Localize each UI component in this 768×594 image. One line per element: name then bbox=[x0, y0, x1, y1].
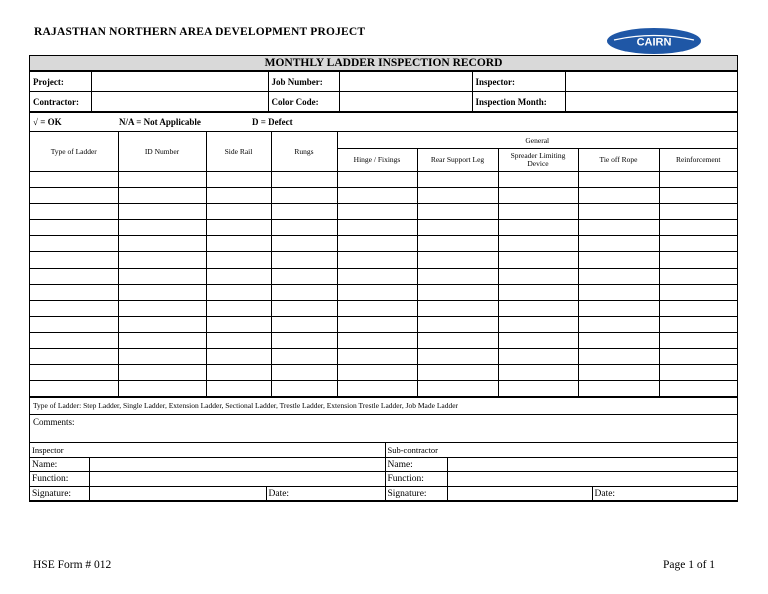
table-row bbox=[30, 316, 737, 332]
table-cell[interactable] bbox=[659, 316, 737, 332]
table-row bbox=[30, 284, 737, 300]
inspector-function-label: Function: bbox=[30, 472, 89, 487]
legend-ok: √ = OK bbox=[33, 117, 62, 127]
table-cell[interactable] bbox=[337, 236, 417, 252]
logo-text: CAIRN bbox=[636, 36, 672, 49]
table-cell[interactable] bbox=[30, 381, 118, 397]
table-cell[interactable] bbox=[498, 284, 578, 300]
legend-defect: D = Defect bbox=[252, 117, 293, 127]
table-cell[interactable] bbox=[271, 332, 337, 348]
col-hinge-fixings: Hinge / Fixings bbox=[337, 149, 417, 172]
job-number-field[interactable] bbox=[339, 72, 472, 92]
table-cell[interactable] bbox=[578, 300, 659, 316]
table-cell[interactable] bbox=[118, 188, 206, 204]
table-cell[interactable] bbox=[271, 381, 337, 397]
table-cell[interactable] bbox=[498, 316, 578, 332]
table-cell[interactable] bbox=[118, 381, 206, 397]
comments-box[interactable] bbox=[30, 414, 737, 442]
col-spreader-limiting-device: Spreader Limiting Device bbox=[498, 149, 578, 172]
table-cell[interactable] bbox=[118, 365, 206, 381]
subcontractor-signature-label: Signature: bbox=[385, 486, 447, 501]
col-id-number: ID Number bbox=[118, 132, 206, 172]
inspector-date-label: Date: bbox=[268, 488, 290, 499]
table-cell[interactable] bbox=[118, 220, 206, 236]
page-number: Page 1 of 1 bbox=[663, 559, 716, 571]
table-row bbox=[30, 236, 737, 252]
table-cell[interactable] bbox=[118, 349, 206, 365]
col-rungs: Rungs bbox=[271, 132, 337, 172]
table-cell[interactable] bbox=[337, 349, 417, 365]
table-cell[interactable] bbox=[498, 349, 578, 365]
table-cell[interactable] bbox=[337, 316, 417, 332]
color-code-label: Color Code: bbox=[268, 92, 339, 112]
table-cell[interactable] bbox=[271, 300, 337, 316]
table-cell[interactable] bbox=[659, 349, 737, 365]
table-cell[interactable] bbox=[578, 252, 659, 268]
table-cell[interactable] bbox=[659, 300, 737, 316]
table-cell[interactable] bbox=[30, 349, 118, 365]
inspector-heading: Inspector bbox=[30, 443, 385, 458]
table-cell[interactable] bbox=[118, 268, 206, 284]
legend bbox=[30, 112, 737, 131]
inspector-label: Inspector: bbox=[472, 72, 565, 92]
table-cell[interactable] bbox=[498, 332, 578, 348]
legend-na: N/A = Not Applicable bbox=[119, 117, 201, 127]
table-cell[interactable] bbox=[271, 204, 337, 220]
table-cell[interactable] bbox=[578, 332, 659, 348]
table-cell[interactable] bbox=[30, 300, 118, 316]
table-cell[interactable] bbox=[30, 252, 118, 268]
table-cell[interactable] bbox=[206, 300, 271, 316]
table-cell[interactable] bbox=[578, 284, 659, 300]
table-row bbox=[30, 204, 737, 220]
table-cell[interactable] bbox=[417, 252, 498, 268]
table-cell[interactable] bbox=[271, 172, 337, 188]
table-cell[interactable] bbox=[659, 332, 737, 348]
table-row bbox=[30, 300, 737, 316]
table-cell[interactable] bbox=[578, 220, 659, 236]
subcontractor-date-field[interactable] bbox=[592, 486, 737, 501]
table-cell[interactable] bbox=[498, 365, 578, 381]
table-cell[interactable] bbox=[498, 220, 578, 236]
table-cell[interactable] bbox=[659, 220, 737, 236]
table-cell[interactable] bbox=[498, 252, 578, 268]
table-cell[interactable] bbox=[337, 300, 417, 316]
job-number-label: Job Number: bbox=[268, 72, 339, 92]
col-rear-support-leg: Rear Support Leg bbox=[417, 149, 498, 172]
table-cell[interactable] bbox=[417, 381, 498, 397]
inspector-date-field[interactable] bbox=[266, 486, 385, 501]
table-cell[interactable] bbox=[659, 188, 737, 204]
table-cell[interactable] bbox=[271, 220, 337, 236]
table-cell[interactable] bbox=[498, 381, 578, 397]
table-cell[interactable] bbox=[118, 300, 206, 316]
table-cell[interactable] bbox=[417, 349, 498, 365]
table-cell[interactable] bbox=[206, 332, 271, 348]
table-cell[interactable] bbox=[498, 188, 578, 204]
table-cell[interactable] bbox=[337, 381, 417, 397]
table-cell[interactable] bbox=[337, 172, 417, 188]
table-cell[interactable] bbox=[30, 268, 118, 284]
table-cell[interactable] bbox=[206, 365, 271, 381]
project-label: Project: bbox=[30, 72, 91, 92]
table-cell[interactable] bbox=[118, 252, 206, 268]
col-side-rail: Side Rail bbox=[206, 132, 271, 172]
table-cell[interactable] bbox=[417, 284, 498, 300]
table-cell[interactable] bbox=[271, 268, 337, 284]
table-cell[interactable] bbox=[659, 172, 737, 188]
table-cell[interactable] bbox=[337, 284, 417, 300]
table-cell[interactable] bbox=[659, 252, 737, 268]
subcontractor-name-label: Name: bbox=[385, 457, 447, 472]
table-cell[interactable] bbox=[30, 236, 118, 252]
table-cell[interactable] bbox=[417, 332, 498, 348]
table-cell[interactable] bbox=[206, 268, 271, 284]
table-cell[interactable] bbox=[578, 204, 659, 220]
table-cell[interactable] bbox=[206, 220, 271, 236]
table-cell[interactable] bbox=[30, 365, 118, 381]
project-title: RAJASTHAN NORTHERN AREA DEVELOPMENT PROJECT bbox=[34, 26, 366, 38]
table-row bbox=[30, 172, 737, 188]
table-cell[interactable] bbox=[498, 172, 578, 188]
subcontractor-signature-field[interactable] bbox=[447, 486, 592, 501]
group-general: General bbox=[337, 132, 737, 149]
table-cell[interactable] bbox=[659, 268, 737, 284]
table-cell[interactable] bbox=[417, 204, 498, 220]
table-cell[interactable] bbox=[118, 332, 206, 348]
col-tie-off-rope: Tie off Rope bbox=[578, 149, 659, 172]
table-cell[interactable] bbox=[417, 268, 498, 284]
table-cell[interactable] bbox=[417, 236, 498, 252]
table-cell[interactable] bbox=[578, 236, 659, 252]
table-cell[interactable] bbox=[578, 365, 659, 381]
table-cell[interactable] bbox=[271, 236, 337, 252]
table-cell[interactable] bbox=[337, 365, 417, 381]
inspection-month-label: Inspection Month: bbox=[472, 92, 565, 112]
inspection-grid bbox=[30, 131, 737, 397]
table-cell[interactable] bbox=[118, 204, 206, 220]
table-cell[interactable] bbox=[271, 188, 337, 204]
table-cell[interactable] bbox=[271, 316, 337, 332]
inspector-name-field[interactable] bbox=[89, 457, 385, 472]
table-cell[interactable] bbox=[578, 381, 659, 397]
table-cell[interactable] bbox=[337, 252, 417, 268]
comments-label: Comments: bbox=[33, 417, 75, 428]
table-cell[interactable] bbox=[30, 204, 118, 220]
table-cell[interactable] bbox=[578, 349, 659, 365]
table-row bbox=[30, 252, 737, 268]
project-field[interactable] bbox=[91, 72, 268, 92]
subcontractor-function-label: Function: bbox=[385, 472, 447, 487]
table-cell[interactable] bbox=[337, 268, 417, 284]
subcontractor-name-field[interactable] bbox=[447, 457, 737, 472]
subcontractor-heading: Sub-contractor bbox=[385, 443, 737, 458]
table-row bbox=[30, 381, 737, 397]
table-row bbox=[30, 220, 737, 236]
inspector-function-field[interactable] bbox=[89, 472, 385, 487]
table-cell[interactable] bbox=[659, 381, 737, 397]
info-table bbox=[30, 71, 737, 112]
table-cell[interactable] bbox=[337, 220, 417, 236]
inspector-name-label: Name: bbox=[30, 457, 89, 472]
subcontractor-function-field[interactable] bbox=[447, 472, 737, 487]
table-cell[interactable] bbox=[659, 284, 737, 300]
table-cell[interactable] bbox=[498, 236, 578, 252]
table-cell[interactable] bbox=[271, 252, 337, 268]
table-cell[interactable] bbox=[498, 300, 578, 316]
table-cell[interactable] bbox=[30, 188, 118, 204]
table-cell[interactable] bbox=[659, 204, 737, 220]
inspector-signature-label: Signature: bbox=[30, 486, 89, 501]
inspection-month-field[interactable] bbox=[565, 92, 737, 112]
table-cell[interactable] bbox=[206, 236, 271, 252]
table-cell[interactable] bbox=[30, 316, 118, 332]
table-cell[interactable] bbox=[206, 381, 271, 397]
table-cell[interactable] bbox=[206, 188, 271, 204]
table-cell[interactable] bbox=[417, 365, 498, 381]
table-row bbox=[30, 268, 737, 284]
table-cell[interactable] bbox=[30, 332, 118, 348]
table-cell[interactable] bbox=[118, 236, 206, 252]
table-cell[interactable] bbox=[417, 316, 498, 332]
table-cell[interactable] bbox=[30, 220, 118, 236]
table-cell[interactable] bbox=[206, 349, 271, 365]
table-cell[interactable] bbox=[417, 220, 498, 236]
table-cell[interactable] bbox=[337, 204, 417, 220]
table-cell[interactable] bbox=[271, 284, 337, 300]
table-cell[interactable] bbox=[206, 284, 271, 300]
table-cell[interactable] bbox=[206, 172, 271, 188]
table-cell[interactable] bbox=[578, 316, 659, 332]
table-cell[interactable] bbox=[578, 268, 659, 284]
cairn-logo bbox=[606, 27, 702, 55]
form-title: MONTHLY LADDER INSPECTION RECORD bbox=[30, 56, 737, 71]
ladder-types-note: Type of Ladder: Step Ladder, Single Ladder, Extension Ladder, Sectional Ladder, Trestle Ladder, Extension Trestle Ladder, Job Made Ladder bbox=[30, 397, 737, 414]
table-cell[interactable] bbox=[271, 349, 337, 365]
inspector-signature-field[interactable] bbox=[89, 486, 266, 501]
table-cell[interactable] bbox=[30, 284, 118, 300]
table-cell[interactable] bbox=[118, 316, 206, 332]
inspection-form bbox=[29, 55, 738, 502]
color-code-field[interactable] bbox=[339, 92, 472, 112]
table-cell[interactable] bbox=[337, 332, 417, 348]
table-cell[interactable] bbox=[118, 172, 206, 188]
table-cell[interactable] bbox=[578, 172, 659, 188]
table-cell[interactable] bbox=[659, 365, 737, 381]
table-cell[interactable] bbox=[206, 252, 271, 268]
inspector-field[interactable] bbox=[565, 72, 737, 92]
table-cell[interactable] bbox=[118, 284, 206, 300]
contractor-field[interactable] bbox=[91, 92, 268, 112]
table-cell[interactable] bbox=[206, 316, 271, 332]
table-cell[interactable] bbox=[337, 188, 417, 204]
form-number: HSE Form # 012 bbox=[33, 559, 112, 571]
table-cell[interactable] bbox=[271, 365, 337, 381]
table-cell[interactable] bbox=[206, 204, 271, 220]
table-cell[interactable] bbox=[498, 268, 578, 284]
table-cell[interactable] bbox=[498, 204, 578, 220]
signoff-table bbox=[30, 442, 737, 501]
table-cell[interactable] bbox=[417, 188, 498, 204]
table-row bbox=[30, 365, 737, 381]
subcontractor-date-label: Date: bbox=[594, 488, 616, 499]
table-cell[interactable] bbox=[30, 172, 118, 188]
table-cell[interactable] bbox=[417, 300, 498, 316]
contractor-label: Contractor: bbox=[30, 92, 91, 112]
table-row bbox=[30, 188, 737, 204]
table-cell[interactable] bbox=[659, 236, 737, 252]
table-cell[interactable] bbox=[417, 172, 498, 188]
table-cell[interactable] bbox=[578, 188, 659, 204]
col-reinforcement: Reinforcement bbox=[659, 149, 737, 172]
col-type-of-ladder: Type of Ladder bbox=[30, 132, 118, 172]
table-row bbox=[30, 349, 737, 365]
table-row bbox=[30, 332, 737, 348]
